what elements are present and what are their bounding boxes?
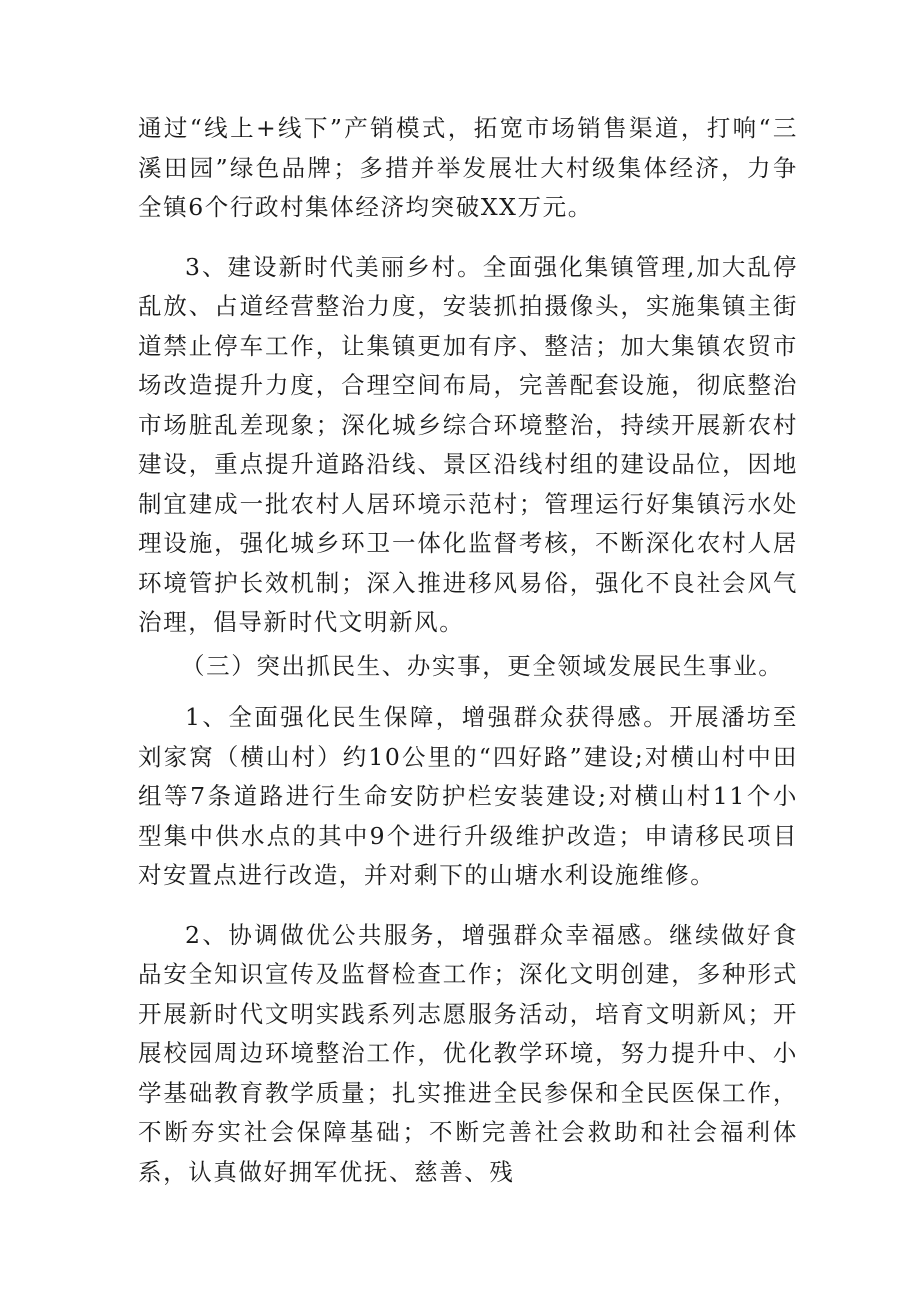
paragraph-gap [138, 896, 798, 916]
paragraph-continuation: 通过“线上+线下”产销模式，拓宽市场销售渠道，打响“三溪田园”绿色品牌；多措并举发展壮大村级集体经济，力争全镇6个行政村集体经济均突破XX万元。 [138, 114, 798, 221]
paragraph-beautiful-village: 3、建设新时代美丽乡村。全面强化集镇管理,加大乱停乱放、占道经营整治力度，安装抓拍摄像头，实施集镇主街道禁止停车工作，让集镇更加有序、整洁；加大集镇农贸市场改造提升力度，合理空间布局，完善配套设施，彻底整治市场脏乱差现象；深化城乡综合环境整治，持续开展新农村建设，重点提升道路沿线、景区沿线村组的建设品位，因地制宜建成一批农村人居环境示范村；管理运行好集镇污水处理设施，强化城乡环卫一体化监督考核，不断深化农村人居环境管护长效机制；深入推进移风易俗，强化不良社会风气治理，倡导新时代文明新风。 [138, 252, 798, 636]
paragraph-public-services: 2、协调做优公共服务，增强群众幸福感。继续做好食品安全知识宣传及监督检查工作；深化文明创建，多种形式开展新时代文明实践系列志愿服务活动，培育文明新风；开展校园周边环境整治工作，优化教学环境，努力提升中、小学基础教育教学质量；扎实推进全民参保和全民医保工作，不断夯实社会保障基础；不断完善社会救助和社会福利体系，认真做好拥军优抚、慈善、残 [138, 920, 798, 1186]
paragraph-livelihood-guarantee: 1、全面强化民生保障，增强群众获得感。开展潘坊至刘家窝（横山村）约10公里的“四好路”建设;对横山村中田组等7条道路进行生命安防护栏安装建设;对横山村11个小型集中供水点的其中9个进行升级维护改造；申请移民项目对安置点进行改造，并对剩下的山塘水利设施维修。 [138, 703, 798, 889]
paragraph-gap [138, 228, 798, 248]
section-heading-livelihood: （三）突出抓民生、办实事，更全领域发展民生事业。 [181, 651, 784, 680]
document-body [138, 109, 798, 1192]
